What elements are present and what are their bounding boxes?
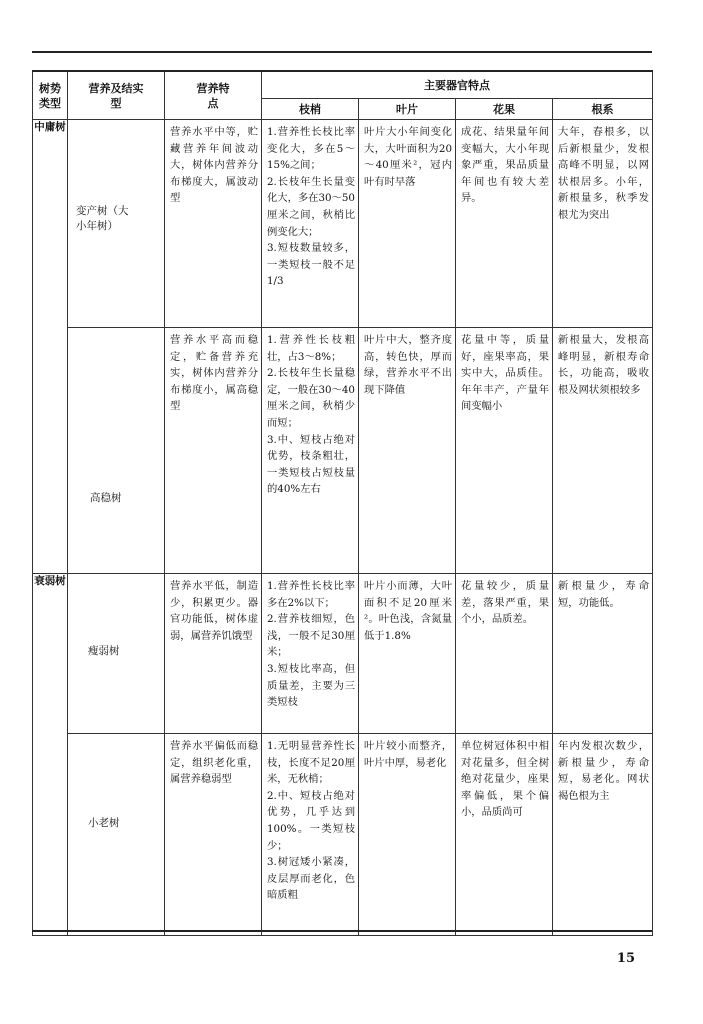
type-cell [68, 120, 165, 328]
leaves-cell [359, 574, 456, 734]
leaves-text: 叶片小而薄，大叶面积不足20厘米²。叶色浅，含氮量低于1.8% [364, 580, 452, 642]
leaves-cell [359, 328, 456, 574]
roots-text: 年内发根次数少，新根量少，寿命短，易老化。网状褐色根为主 [558, 740, 649, 802]
shoots-cell [262, 574, 359, 734]
page-number: 15 [616, 951, 635, 966]
top-rule [32, 51, 652, 53]
table-row [33, 120, 653, 328]
header-tree-type: 树势类型 [33, 71, 68, 120]
type-cell [68, 574, 165, 734]
flowers-cell [456, 574, 553, 734]
roots-text: 新根量大，发根高峰明显，新根寿命长，功能高，吸收根及网状须根较多 [558, 334, 649, 396]
roots-text: 新根量少，寿命短，功能低。 [558, 580, 649, 609]
shoots-text: 1.营养性长枝比率变化大，多在5～15%之间； 2.长枝年生长量变化大，多在30～50厘米之间，秋梢比例变化大； 3.短枝数量较多，一类短枝一般不足1/3 [267, 126, 355, 288]
type-label: 变产树（大小年树） [76, 205, 129, 232]
type-label: 小老树 [88, 817, 120, 829]
type-cell [68, 734, 165, 936]
shoots-text: 1.营养性长枝粗壮，占3～8%； 2.长枝年生长量稳定，一般在30～40厘米之间，秋梢少而短； 3.中、短枝占绝对优势，枝条粗壮，一类短枝占短枝量的40%左右 [267, 334, 355, 496]
nutrition-cell [165, 574, 262, 734]
nutrition-cell [165, 120, 262, 328]
leaves-text: 叶片中大，整齐度高，转色快，厚而绿，营养水平不出现下降值 [364, 334, 452, 396]
header-nutrition-fruiting-type: 营养及结实型 [68, 71, 165, 120]
roots-cell [553, 574, 653, 734]
type-label: 高稳树 [90, 492, 122, 504]
category-weak-tree: 衰弱树 [33, 574, 68, 936]
nutrition-text: 营养水平高而稳定，贮备营养充实，树体内营养分布梯度小，属高稳型 [170, 334, 258, 413]
roots-cell [553, 734, 653, 936]
header-leaves: 叶片 [359, 99, 456, 120]
shoots-cell [262, 120, 359, 328]
flowers-text: 花量较少，质量差，落果严重，果个小，品质差。 [461, 580, 549, 626]
nutrition-text: 营养水平中等，贮藏营养年间波动大，树体内营养分布梯度大，属波动型 [170, 126, 258, 205]
leaves-text: 叶片较小而整齐，叶片中厚，易老化 [364, 740, 452, 769]
nutrition-text: 营养水平偏低而稳定，组织老化重，属营养稳弱型 [170, 740, 258, 786]
bottom-rule [32, 930, 652, 932]
roots-cell [553, 328, 653, 574]
flowers-cell [456, 328, 553, 574]
flowers-text: 花量中等，质量好，座果率高，果实中大，品质佳。年年丰产，产量年间变幅小 [461, 334, 549, 413]
nutrition-cell [165, 328, 262, 574]
flowers-cell [456, 734, 553, 936]
flowers-cell [456, 120, 553, 328]
table-row [33, 574, 653, 734]
leaves-cell [359, 120, 456, 328]
type-cell [68, 328, 165, 574]
table-row [33, 328, 653, 574]
type-label: 瘦弱树 [88, 645, 120, 657]
shoots-cell [262, 734, 359, 936]
leaves-text: 叶片大小年间变化大，大叶面积为20～40厘米²，冠内叶有时早落 [364, 126, 452, 188]
header-roots: 根系 [553, 99, 653, 120]
category-moderate-tree: 中庸树 [33, 120, 68, 574]
roots-text: 大年，春根多，以后新根量少，发根高峰不明显，以网状根居多。小年，新根量多，秋季发根尤为突出 [558, 126, 649, 221]
flowers-text: 成花、结果量年间变幅大，大小年现象严重，果品质量年间也有较大差异。 [461, 126, 549, 205]
header-flowers-fruits: 花果 [456, 99, 553, 120]
nutrition-text: 营养水平低，制造少，积累更少。器官功能低，树体虚弱，属营养饥饿型 [170, 580, 258, 642]
roots-cell [553, 120, 653, 328]
header-main-organ-features: 主要器官特点 [262, 71, 653, 99]
tree-vigor-table [32, 70, 653, 936]
flowers-text: 单位树冠体积中相对花量多，但全树绝对花量少，座果率偏低，果个偏小，品质尚可 [461, 740, 549, 819]
header-shoots: 枝梢 [262, 99, 359, 120]
shoots-text: 1.营养性长枝比率多在2%以下； 2.营养枝细短，色浅，一般不足30厘米； 3.短枝比率高，但质量差，主要为三类短枝 [267, 580, 355, 709]
nutrition-cell [165, 734, 262, 936]
table-row [33, 734, 653, 936]
leaves-cell [359, 734, 456, 936]
header-nutrition-features: 营养特点 [165, 71, 262, 120]
shoots-cell [262, 328, 359, 574]
shoots-text: 1.无明显营养性长枝，长度不足20厘米，无秋梢； 2.中、短枝占绝对优势，几乎达到100%。一类短枝少； 3.树冠矮小紧凑，皮层厚而老化，色暗质粗 [267, 740, 355, 902]
